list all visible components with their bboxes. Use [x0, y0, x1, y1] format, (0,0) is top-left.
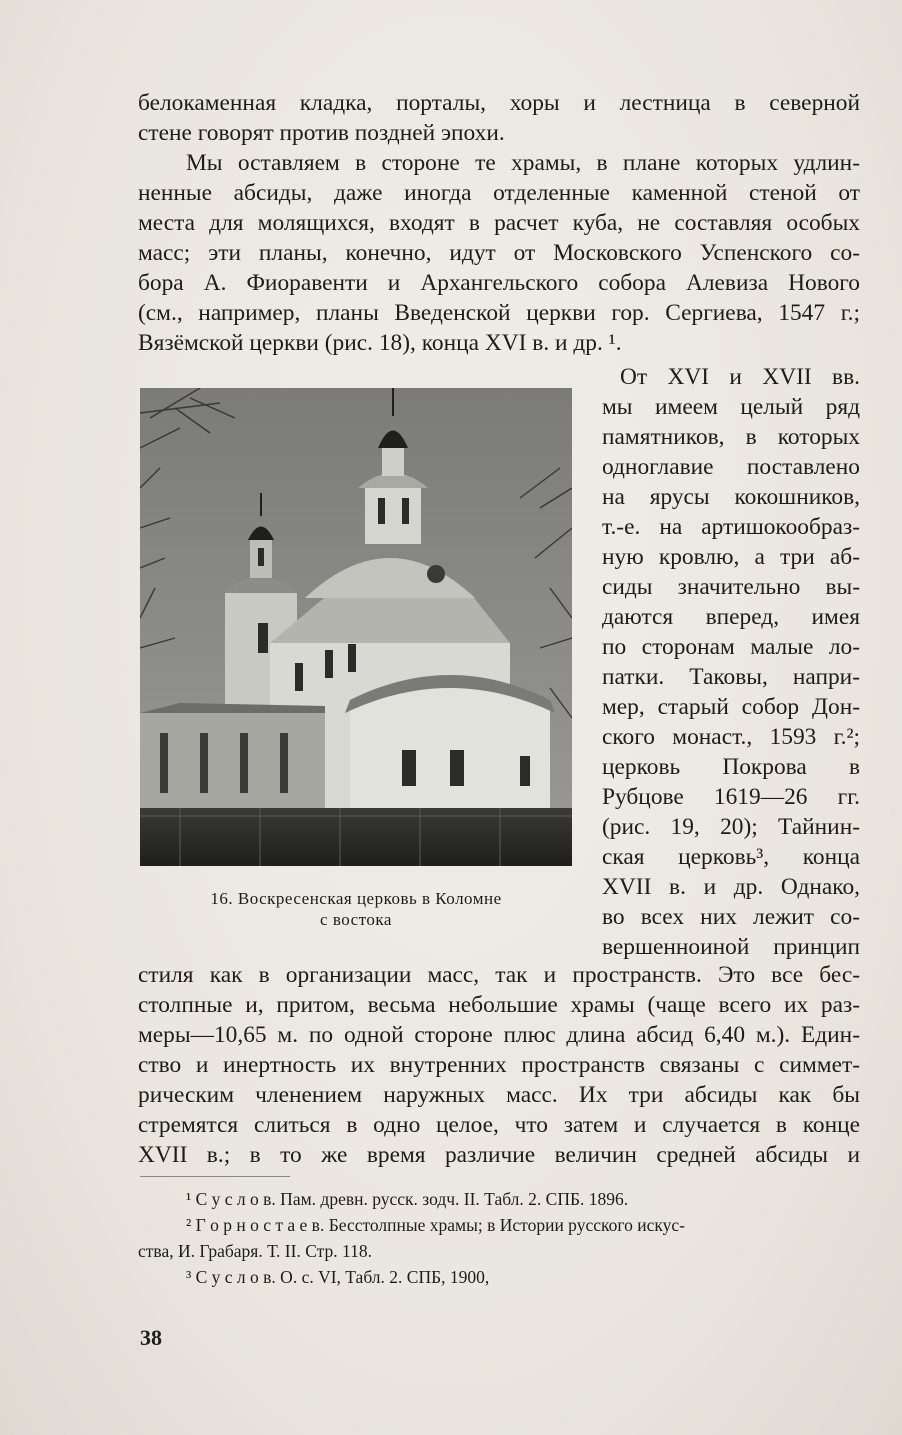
footnote: ства, И. Грабаря. Т. II. Стр. 118.	[138, 1241, 372, 1261]
bottom-text	[138, 960, 860, 1170]
text-line: даются вперед, имея	[602, 604, 860, 630]
text-line: Мы оставляем в стороне те храмы, в плане которых удлин-	[186, 150, 860, 176]
text-line: столпные и, притом, весьма небольшие храмы (чаще всего их раз-	[138, 992, 860, 1018]
text-line: церковь Покрова в	[602, 754, 860, 780]
text-line: вершенноиной принцип	[602, 934, 860, 960]
text-line: рическим членением наружных масс. Их три абсиды как бы	[138, 1082, 860, 1108]
caption-line: с востока	[320, 910, 392, 929]
text-line: памятников, в которых	[602, 424, 860, 450]
footnote: ² Г о р н о с т а е в. Бесстолпные храмы; в Истории русского искус-	[186, 1215, 685, 1235]
text-line: места для молящихся, входят в расчет куба, не составляя особых	[138, 210, 860, 236]
text-line: ская церковь³, конца	[602, 844, 860, 870]
church-photograph	[140, 388, 572, 866]
text-line: масс; эти планы, конечно, идут от Московского Успенского со-	[138, 240, 860, 266]
caption-line: 16. Воскресенская церковь в Коломне	[210, 889, 502, 908]
text-line: Рубцове 1619—26 гг.	[602, 784, 860, 810]
footnote-divider	[140, 1176, 290, 1177]
text-line: во всех них лежит со-	[602, 904, 860, 930]
text-line: сиды значительно вы-	[602, 574, 860, 600]
text-line: мы имеем целый ряд	[602, 394, 860, 420]
text-line: ненные абсиды, даже иногда отделенные каменной стеной от	[138, 180, 860, 206]
text-line: стремятся слиться в одно целое, что затем и случается в конце	[138, 1112, 860, 1138]
text-line: стиля как в организации масс, так и пространств. Это все бес-	[138, 962, 860, 988]
text-line: (рис. 19, 20); Тайнин-	[602, 814, 860, 840]
text-line: XVII в. и др. Однако,	[602, 874, 860, 900]
footnote: ³ С у с л о в. О. с. VI, Табл. 2. СПБ, 1900,	[186, 1267, 490, 1287]
page-number: 38	[140, 1325, 162, 1350]
text-line: Вязёмской церкви (рис. 18), конца XVI в. и др. ¹.	[138, 330, 622, 356]
text-line: мер, старый собор Дон-	[602, 694, 860, 720]
text-line: ную кровлю, а три аб-	[602, 544, 860, 570]
text-line: патки. Таковы, напри-	[602, 664, 860, 690]
text-line: стене говорят против поздней эпохи.	[138, 120, 505, 146]
text-line: ство и инертность их внутренних пространств связаны с симмет-	[138, 1052, 860, 1078]
text-line: От XVI и XVII вв.	[620, 364, 860, 390]
text-line: на ярусы кокошников,	[602, 484, 860, 510]
text-line: т.-е. на артишокообраз-	[602, 514, 860, 540]
footnote: ¹ С у с л о в. Пам. древн. русск. зодч. II. Табл. 2. СПБ. 1896.	[186, 1189, 629, 1209]
text-line: белокаменная кладка, порталы, хоры и лестница в северной	[138, 90, 860, 116]
text-line: (см., например, планы Введенской церкви гор. Сергиева, 1547 г.;	[138, 300, 860, 326]
text-line: ского монаст., 1593 г.²;	[602, 724, 860, 750]
figure-caption	[140, 888, 572, 930]
text-line: по сторонам малые ло-	[602, 634, 860, 660]
text-line: бора А. Фиоравенти и Архангельского собора Алевиза Нового	[138, 270, 860, 296]
top-text	[138, 88, 860, 358]
text-line: меры—10,65 м. по одной стороне плюс длина абсид 6,40 м.). Един-	[138, 1022, 860, 1048]
footnotes	[138, 1186, 860, 1290]
text-line: одноглавие поставлено	[602, 454, 860, 480]
text-line: XVII в.; в то же время различие величин средней абсиды и	[138, 1142, 860, 1168]
side-column-text	[602, 362, 860, 962]
